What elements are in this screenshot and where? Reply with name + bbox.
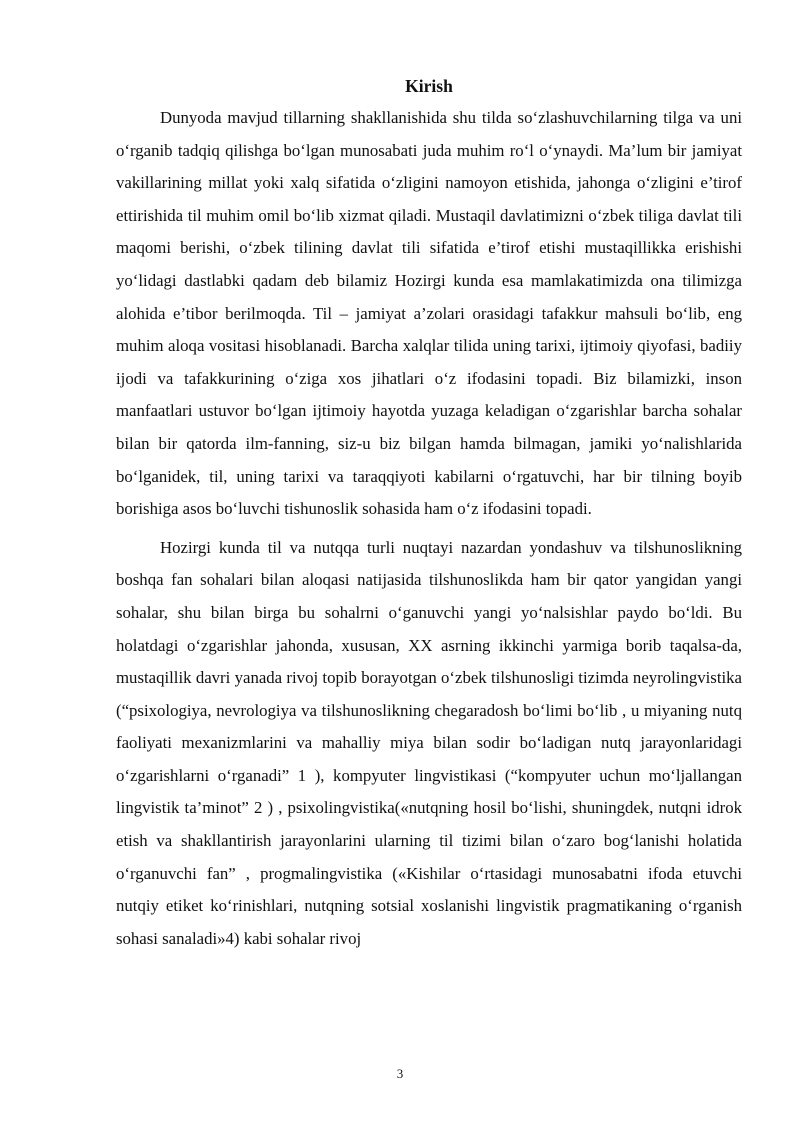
body-paragraph-1: Dunyoda mavjud tillarning shakllanishida shu tilda so‘zlashuvchilarning tilga va uni o‘rganib tadqiq qilishga bo‘lgan munosabati juda muhim ro‘l o‘ynaydi. Ma’lum bir jamiyat vakillarining millat yoki xalq sifatida o‘zligini namoyon etishida, jahonga o‘zligini e’tirof ettirishida til muhim omil bo‘lib xizmat qiladi. Mustaqil davlatimizni o‘zbek tiliga davlat tili maqomi berishi, o‘zbek tilining davlat tili sifatida e’tirof etishi mustaqillikka erishishi yo‘lidagi dastlabki qadam deb bilamiz Hozirgi kunda esa mamlakatimizda ona tilimizga alohida e’tibor berilmoqda. Til – jamiyat a’zolari orasidagi tafakkur mahsuli bo‘lib, eng muhim aloqa vositasi hisoblanadi. Barcha xalqlar tilida uning tarixi, ijtimoiy qiyofasi, badiiy ijodi va tafakkurining o‘ziga xos jihatlari o‘z ifodasini topadi. Biz bilamizki, inson manfaatlari ustuvor bo‘lgan ijtimoiy hayotda yuzaga keladigan o‘zgarishlar barcha sohalar bilan bir qatorda ilm-fanning, siz-u biz bilgan hamda bilmagan, jamiki yo‘nalishlarida bo‘lganidek, til, uning tarixi va taraqqiyoti kabilarni o‘rgatuvchi, har bir tilning boyib borishiga asos bo‘luvchi tishunoslik sohasida ham o‘z ifodasini topadi. bbox=[116, 108, 742, 519]
document-page bbox=[116, 74, 742, 955]
section-title: Kirish bbox=[405, 76, 453, 96]
body-paragraph-2: Hozirgi kunda til va nutqqa turli nuqtayi nazardan yondashuv va tilshunoslikning boshqa fan sohalari bilan aloqasi natijasida tilshunoslikda ham bir qator yangidan yangi sohalar, shu bilan birga bu sohalrni o‘ganuvchi yangi yo‘nalsishlar paydo bo‘ldi. Bu holatdagi o‘zgarishlar jahonda, xususan, XX asrning ikkinchi yarmiga borib taqalsa-da, mustaqillik davri yanada rivoj topib borayotgan o‘zbek tilshunosligi tizimda neyrolingvistika (“psixologiya, nevrologiya va tilshunoslikning chegaradosh bo‘limi bo‘lib , u miyaning nutq faoliyati mexanizmlarini va mahalliy miya bilan sodir bo‘ladigan nutq jarayonlaridagi o‘zgarishlarni o‘rganadi” 1 ), kompyuter lingvistikasi (“kompyuter uchun mo‘ljallangan lingvistik ta’minot” 2 ) , psixolingvistika(«nutqning hosil bo‘lishi, shuningdek, nutqni idrok etish va shakllantirish jarayonlarini ularning til tizimi bilan o‘zaro bog‘lanishi holatida o‘rganuvchi fan” , progmalingvistika («Kishilar o‘rtasidagi munosabatni ifoda etuvchi nutqiy etiket ko‘rinishlari, nutqning sotsial xoslanishi lingvistik pragmatikaning o‘rganish sohasi sanaladi»4) kabi sohalar rivoj bbox=[116, 537, 742, 948]
page-number: 3 bbox=[396, 1066, 404, 1081]
